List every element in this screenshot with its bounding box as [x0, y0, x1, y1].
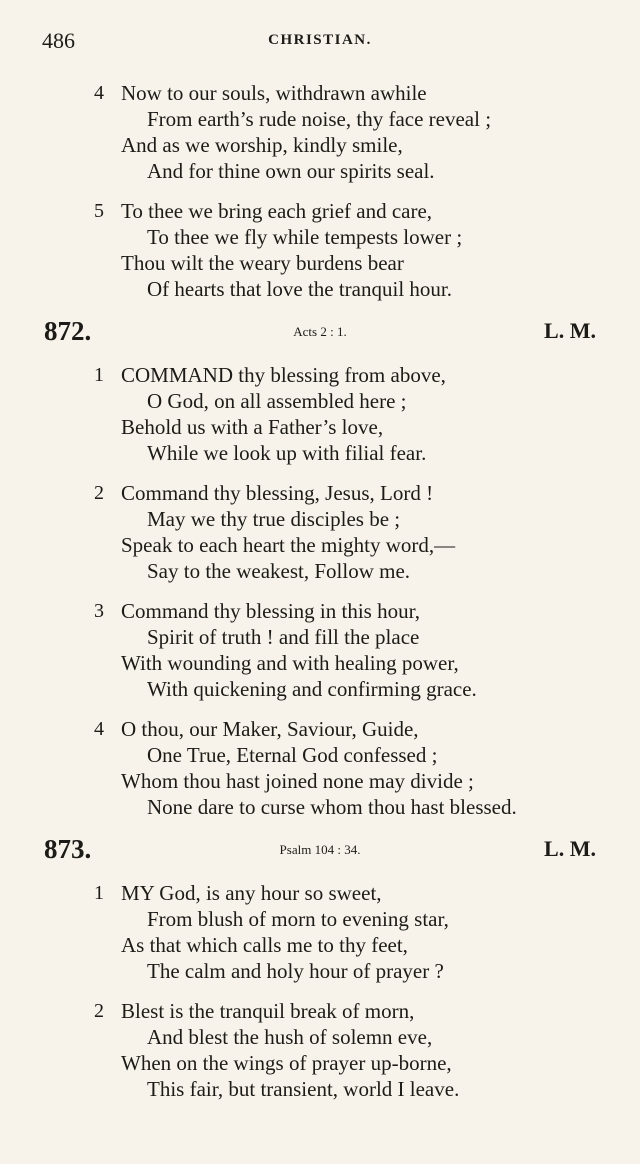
- hymn-number: 873.: [44, 834, 92, 864]
- page-number: 486: [42, 28, 75, 53]
- verse-line: O thou, our Maker, Saviour, Guide,: [121, 717, 419, 741]
- verse-line: Speak to each heart the mighty word,—: [121, 533, 456, 557]
- verse-line: Of hearts that love the tranquil hour.: [147, 277, 453, 301]
- stanza-number: 1: [94, 364, 104, 386]
- verse-line: From earth’s rude noise, thy face reveal ;: [147, 107, 492, 131]
- stanza: [0, 198, 640, 302]
- stanza-number: 4: [94, 82, 104, 104]
- stanza: [0, 880, 640, 984]
- verse-line: Behold us with a Father’s love,: [121, 415, 384, 439]
- hymn-meter: L. M.: [544, 836, 596, 861]
- verse-line: With wounding and with healing power,: [121, 651, 459, 675]
- verse-line: And blest the hush of solemn eve,: [147, 1025, 433, 1049]
- verse-line: MY God, is any hour so sweet,: [121, 881, 382, 905]
- verse-line: Spirit of truth ! and fill the place: [147, 625, 420, 649]
- verse-line: Blest is the tranquil break of morn,: [121, 999, 415, 1023]
- stanza-number: 5: [94, 200, 104, 222]
- stanza: [0, 362, 640, 466]
- stanza: [0, 598, 640, 702]
- verse-line: Command thy blessing in this hour,: [121, 599, 420, 623]
- verse-line: One True, Eternal God confessed ;: [147, 743, 438, 767]
- hymn-heading: [0, 316, 640, 356]
- verse-line: O God, on all assembled here ;: [147, 389, 407, 413]
- verse-line: While we look up with filial fear.: [147, 441, 427, 465]
- verse-line: COMMAND thy blessing from above,: [121, 363, 446, 387]
- verse-line: Now to our souls, withdrawn awhile: [121, 81, 427, 105]
- verse-line: Whom thou hast joined none may divide ;: [121, 769, 474, 793]
- running-title: CHRISTIAN.: [268, 32, 372, 48]
- stanza: [0, 80, 640, 184]
- stanza-number: 2: [94, 1000, 104, 1022]
- stanza-number: 3: [94, 600, 104, 622]
- verse-line: From blush of morn to evening star,: [147, 907, 449, 931]
- verse-line: The calm and holy hour of prayer ?: [147, 959, 444, 983]
- stanza-number: 4: [94, 718, 104, 740]
- stanza-number: 2: [94, 482, 104, 504]
- page-content: [0, 80, 640, 1116]
- verse-line: To thee we bring each grief and care,: [121, 199, 433, 223]
- scripture-reference: Acts 2 : 1.: [293, 324, 347, 339]
- scripture-reference: Psalm 104 : 34.: [279, 842, 361, 857]
- verse-line: As that which calls me to thy feet,: [121, 933, 408, 957]
- stanza: [0, 716, 640, 820]
- running-head: [42, 28, 598, 58]
- verse-line: And for thine own our spirits seal.: [147, 159, 435, 183]
- verse-line: With quickening and confirming grace.: [147, 677, 477, 701]
- verse-line: And as we worship, kindly smile,: [121, 133, 403, 157]
- hymn-meter: L. M.: [544, 318, 596, 343]
- stanza: [0, 998, 640, 1102]
- verse-line: To thee we fly while tempests lower ;: [147, 225, 463, 249]
- stanza-number: 1: [94, 882, 104, 904]
- verse-line: May we thy true disciples be ;: [147, 507, 401, 531]
- verse-line: None dare to curse whom thou hast blessed.: [147, 795, 517, 819]
- verse-line: Command thy blessing, Jesus, Lord !: [121, 481, 434, 505]
- hymn-heading: [0, 834, 640, 874]
- verse-line: This fair, but transient, world I leave.: [147, 1077, 460, 1101]
- verse-line: Thou wilt the weary burdens bear: [121, 251, 404, 275]
- hymn-number: 872.: [44, 316, 92, 346]
- verse-line: When on the wings of prayer up-borne,: [121, 1051, 452, 1075]
- stanza: [0, 480, 640, 584]
- verse-line: Say to the weakest, Follow me.: [147, 559, 411, 583]
